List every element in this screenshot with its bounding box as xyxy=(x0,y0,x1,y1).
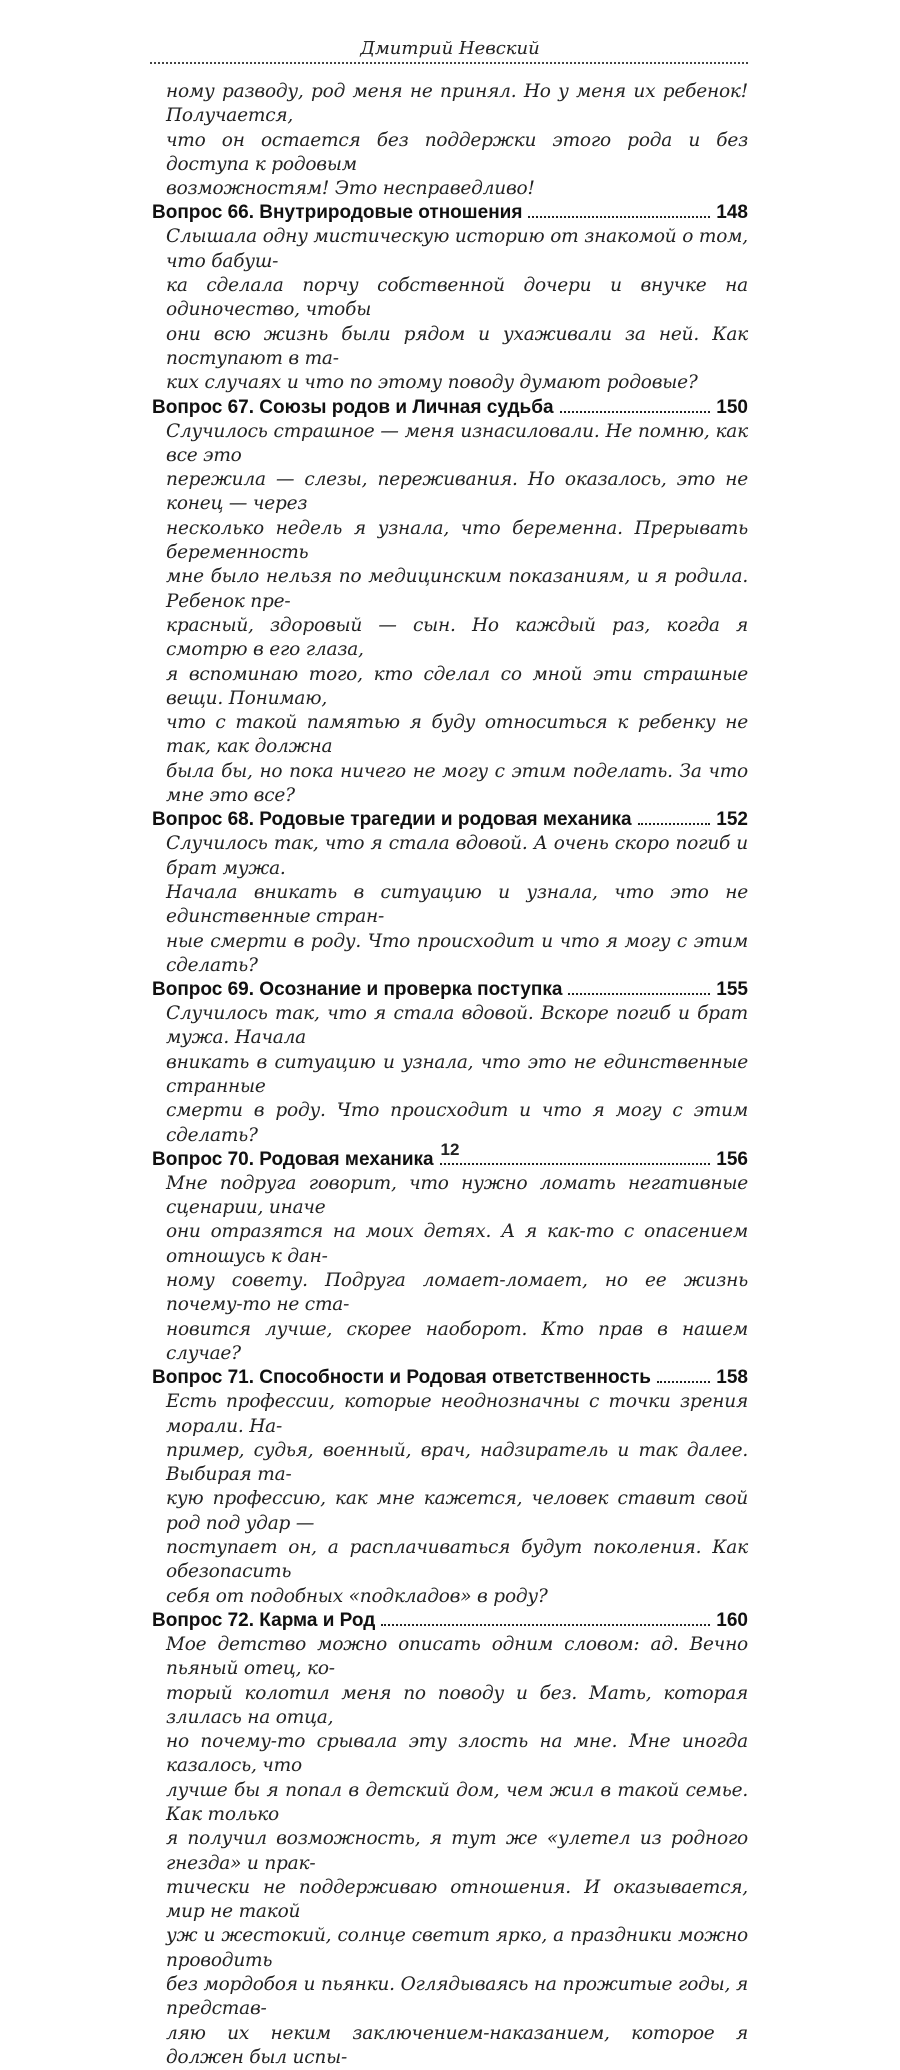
toc-entry xyxy=(152,1609,748,2070)
entry-description: Мне подруга говорит, что нужно ломать негативные сценарии, иначе они отразятся на моих детях. А я как-то с опасением отношусь к дан- ному совету. Подруга ломает-ломает, но ее жизнь почему-то не ста- новится лучше, скорее наоборот. Кто прав в нашем случае? xyxy=(166,1172,748,1364)
dot-leader xyxy=(568,993,710,995)
entry-page-number: 152 xyxy=(716,809,748,831)
entry-page-number: 156 xyxy=(716,1148,748,1170)
entry-title-text: Вопрос 71. Способности и Родовая ответственность xyxy=(152,1367,651,1389)
entry-page-number: 158 xyxy=(716,1367,748,1389)
entry-description: Случилось страшное — меня изнасиловали. Не помню, как все это пережила — слезы, переживания. Но оказалось, это не конец — через несколько недель я узнала, что беременна. Прерывать беременность мне было нельзя по медицинским показаниям, и я родила. Ребенок пре- красный, здоровый — сын. Но каждый раз, когда я смотрю в его глаза, я вспоминаю того, кто сделал со мной эти страшные вещи. Понимаю, что с такой памятью я буду относиться к ребенку не так, как должна была бы, но пока ничего не могу с этим поделать. За что мне это все? xyxy=(166,420,748,807)
entry-description: Случилось так, что я стала вдовой. А очень скоро погиб и брат мужа. Начала вникать в ситуацию и узнала, что это не единственные стран- ные смерти в роду. Что происходит и что я могу с этим сделать? xyxy=(166,833,748,976)
entry-page-number: 160 xyxy=(716,1609,748,1631)
dot-leader xyxy=(638,823,711,825)
entry-page-number: 148 xyxy=(716,202,748,224)
toc-entry-title[interactable] xyxy=(152,808,748,832)
toc-entry xyxy=(152,396,748,809)
running-title: Дмитрий Невский xyxy=(360,38,540,59)
dot-leader xyxy=(657,1381,710,1383)
page-number: 12 xyxy=(440,1140,460,1159)
entry-description: Случилось так, что я стала вдовой. Вскоре погиб и брат мужа. Начала вникать в ситуацию и узнала, что это не единственные странные смерти в роду. Что происходит и что я могу с этим сделать? xyxy=(166,1003,748,1146)
toc-entry xyxy=(152,201,748,395)
entry-title-text: Вопрос 67. Союзы родов и Личная судьба xyxy=(152,396,554,418)
dot-leader xyxy=(528,216,710,218)
toc-entry xyxy=(152,1148,748,1366)
entry-description: Слышала одну мистическую историю от знакомой о том, что бабуш- ка сделала порчу собственной дочери и внучке на одиночество, чтобы они всю жизнь были рядом и ухаживали за ней. Как поступают в та- ких случаях и что по этому поводу думают родовые? xyxy=(166,226,748,394)
entry-title-text: Вопрос 68. Родовые трагедии и родовая механика xyxy=(152,809,632,831)
toc-entry xyxy=(152,978,748,1148)
entry-title-text: Вопрос 72. Карма и Род xyxy=(152,1609,376,1631)
dot-leader xyxy=(440,1163,711,1165)
toc-entry-title[interactable] xyxy=(152,978,748,1002)
continuation-text: ному разводу, род меня не принял. Но у меня их ребенок! Получается, что он остается без поддержки этого рода и без доступа к родовым возможностям! Это несправедливо! xyxy=(166,81,748,200)
toc-entry xyxy=(152,808,748,978)
toc-content xyxy=(152,80,748,2070)
toc-entry-title[interactable] xyxy=(152,1366,748,1390)
entry-description: Мое детство можно описать одним словом: ад. Вечно пьяный отец, ко- торый колотил меня по поводу и без. Мать, которая злилась на отца, но почему-то срывала эту злость на мне. Мне иногда казалось, что лучше бы я попал в детский дом, чем жил в такой семье. Как только я получил возможность, я тут же «улетел из родного гнезда» и прак- тически не поддерживаю отношения. И оказывается, мир не такой уж и жестокий, солнце светит ярко, а праздники можно проводить без мордобоя и пьянки. Оглядываясь на прожитые годы, я представ- ляю их неким заключением-наказанием, которое я должен был испы- xyxy=(166,1633,748,2068)
dot-leader xyxy=(560,411,711,413)
entry-title-text: Вопрос 70. Родовая механика xyxy=(152,1148,434,1170)
entry-description: Есть профессии, которые неоднозначны с точки зрения морали. На- пример, судья, военный, врач, надзиратель и так далее. Выбирая та- кую профессию, как мне кажется, человек ставит свой род под удар — поступает он, а расплачиваться будут поколения. Как обезопасить себя от подобных «подкладов» в роду? xyxy=(166,1391,748,1607)
entry-page-number: 155 xyxy=(716,979,748,1001)
toc-entry-title[interactable] xyxy=(152,396,748,420)
toc-entry-title[interactable] xyxy=(152,201,748,225)
entry-title-text: Вопрос 69. Осознание и проверка поступка xyxy=(152,979,563,1001)
toc-entry-title[interactable] xyxy=(152,1609,748,1633)
header-dotted-rule xyxy=(150,62,748,64)
toc-entry xyxy=(152,1366,748,1609)
entry-title-text: Вопрос 66. Внутриродовые отношения xyxy=(152,202,523,224)
entry-page-number: 150 xyxy=(716,396,748,418)
dot-leader xyxy=(381,1624,710,1626)
